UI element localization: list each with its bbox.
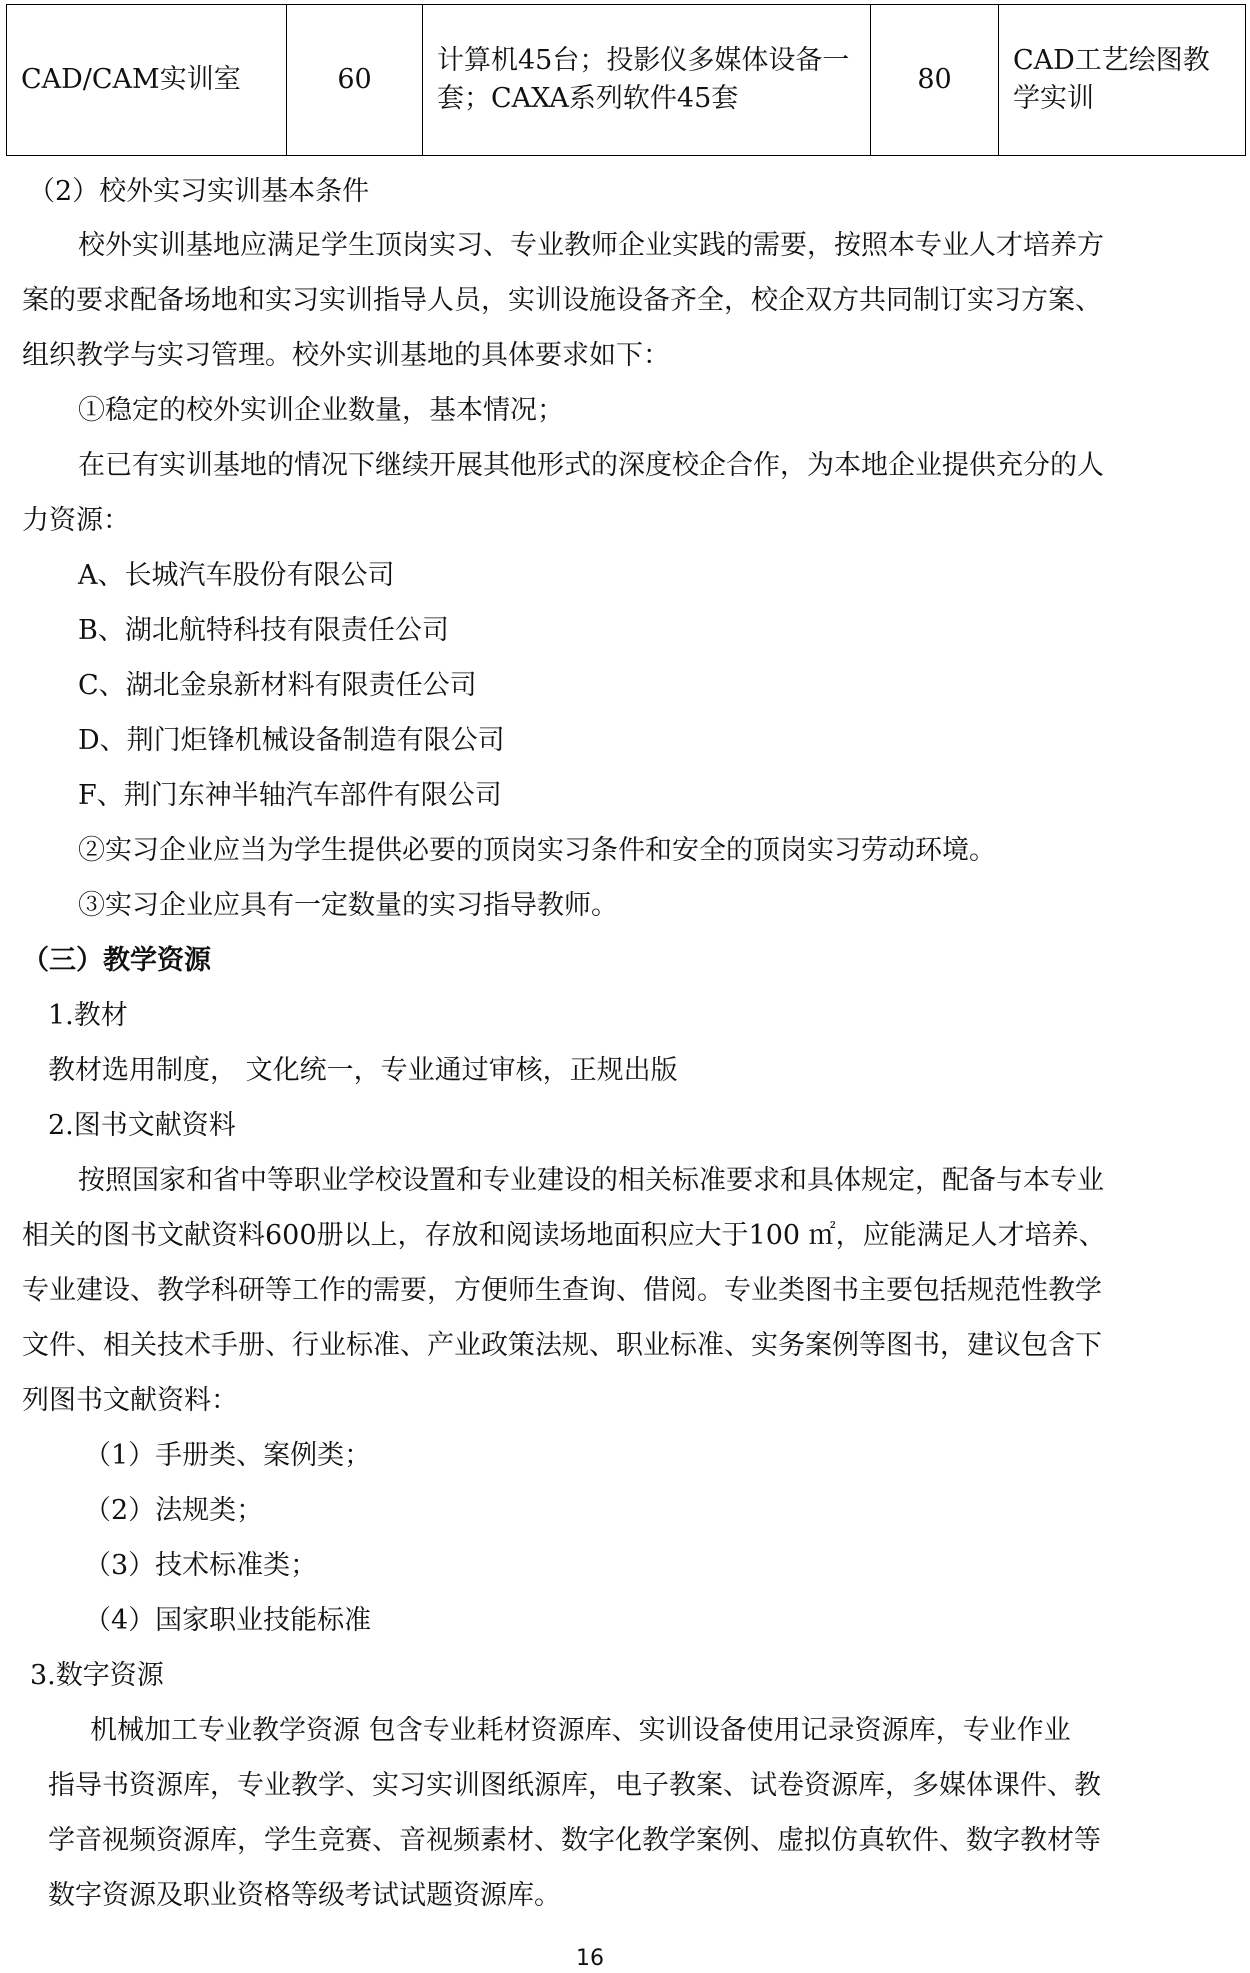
section-heading-offcampus: （2）校外实习实训基本条件 [28,176,370,207]
paragraph-line: 在已有实训基地的情况下继续开展其他形式的深度校企合作，为本地企业提供充分的人 [78,450,1104,481]
subsection-title: 2.图书文献资料 [48,1110,236,1141]
paragraph-line: 校外实训基地应满足学生顶岗实习、专业教师企业实践的需要，按照本专业人才培养方 [78,230,1104,261]
paragraph-line: 学音视频资源库，学生竞赛、音视频素材、数字化教学案例、虚拟仿真软件、数字教材等 [48,1825,1101,1856]
company-item: F、荆门东神半轴汽车部件有限公司 [78,780,502,811]
list-item: ①稳定的校外实训企业数量，基本情况； [78,395,564,426]
section-heading-resources: （三）教学资源 [22,945,211,976]
list-item: （2）法规类； [84,1495,264,1526]
company-item: A、长城汽车股份有限公司 [78,560,395,591]
subsection-title: 1.教材 [48,1000,128,1031]
cell-room-name: CAD/CAM实训室 [7,5,287,156]
table-row [7,5,1246,156]
paragraph-line: 文件、相关技术手册、行业标准、产业政策法规、职业标准、实务案例等图书，建议包含下 [22,1330,1102,1361]
paragraph-line: 指导书资源库，专业教学、实习实训图纸源库，电子教案、试卷资源库，多媒体课件、教 [48,1770,1101,1801]
paragraph-line: 力资源： [22,505,130,536]
company-item: D、荆门炬锋机械设备制造有限公司 [78,725,505,756]
paragraph-line: 教材选用制度， 文化统一，专业通过审核，正规出版 [48,1055,678,1086]
list-item: （3）技术标准类； [84,1550,318,1581]
cell-station-count: 60 [287,5,423,156]
subsection-title: 3.数字资源 [30,1660,164,1691]
paragraph-line: 组织教学与实习管理。校外实训基地的具体要求如下： [22,340,670,371]
cell-equipment: 计算机45台；投影仪多媒体设备一套；CAXA系列软件45套 [423,5,871,156]
list-item: （1）手册类、案例类； [84,1440,372,1471]
cell-capacity: 80 [871,5,999,156]
paragraph-line: 专业建设、教学科研等工作的需要，方便师生查询、借阅。专业类图书主要包括规范性教学 [22,1275,1102,1306]
paragraph-line: 按照国家和省中等职业学校设置和专业建设的相关标准要求和具体规定，配备与本专业 [78,1165,1104,1196]
paragraph-line: 数字资源及职业资格等级考试试题资源库。 [48,1880,561,1911]
cell-function: CAD工艺绘图教学实训 [999,5,1246,156]
equipment-table [6,4,1246,156]
company-item: B、湖北航特科技有限责任公司 [78,615,449,646]
paragraph-line: 列图书文献资料： [22,1385,238,1416]
company-item: C、湖北金泉新材料有限责任公司 [78,670,477,701]
list-item: （4）国家职业技能标准 [84,1605,372,1636]
paragraph-line: 案的要求配备场地和实习实训指导人员，实训设施设备齐全，校企双方共同制订实习方案、 [22,285,1102,316]
page-number: 16 [576,1946,604,1971]
list-item: ③实习企业应具有一定数量的实习指导教师。 [78,890,618,921]
paragraph-line: 相关的图书文献资料600册以上，存放和阅读场地面积应大于100 ㎡，应能满足人才培养、 [22,1220,1106,1251]
list-item: ②实习企业应当为学生提供必要的顶岗实习条件和安全的顶岗实习劳动环境。 [78,835,996,866]
paragraph-line: 机械加工专业教学资源 包含专业耗材资源库、实训设备使用记录资源库，专业作业 [90,1715,1071,1746]
